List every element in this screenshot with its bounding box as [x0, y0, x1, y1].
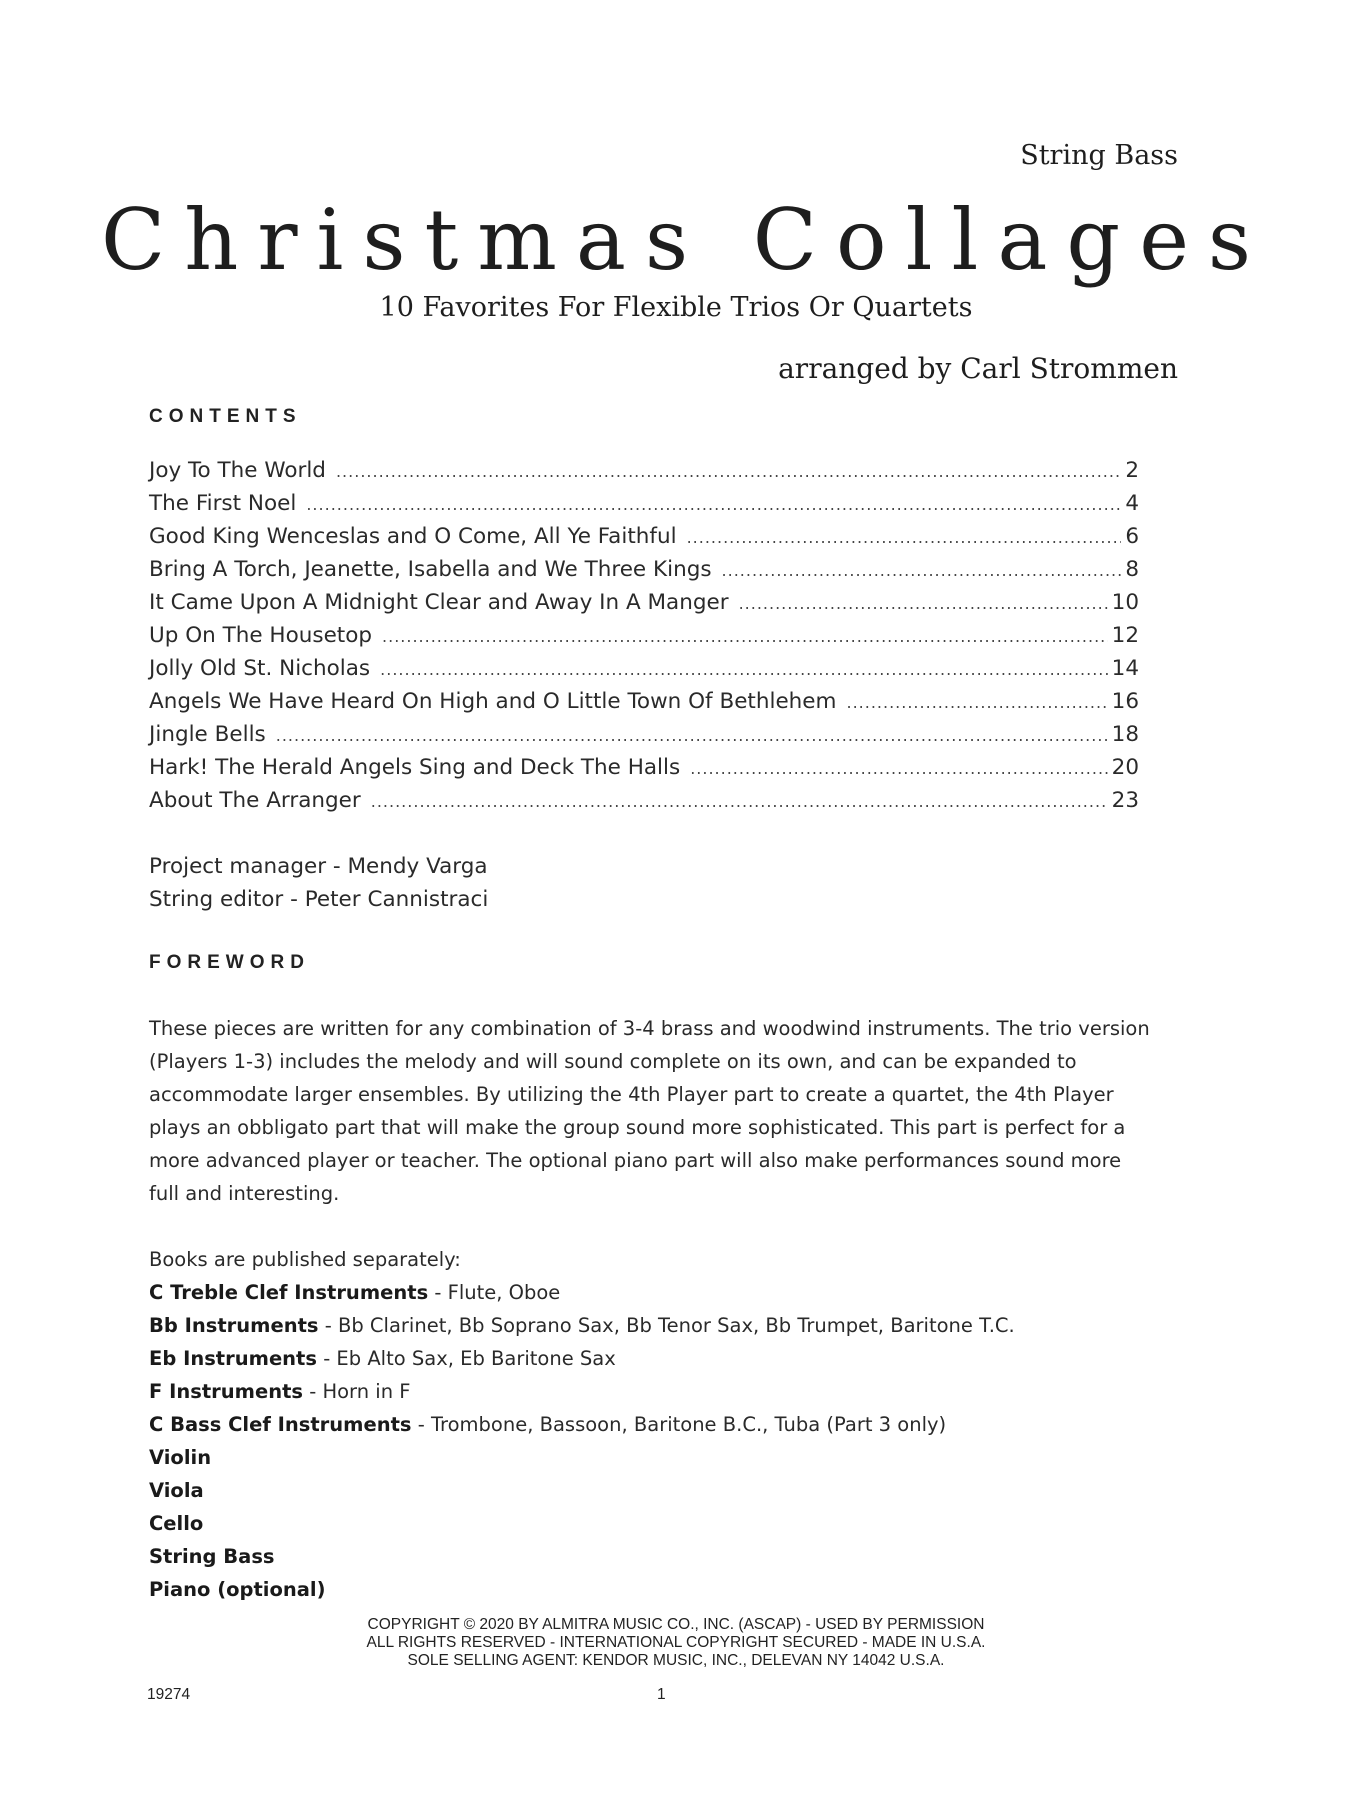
book-item	[149, 1507, 1015, 1540]
toc-leader	[687, 528, 1122, 547]
foreword-heading: FOREWORD	[149, 952, 310, 973]
foreword-line: full and interesting.	[149, 1182, 340, 1205]
toc-title: It Came Upon A Midnight Clear and Away In A Manger	[149, 590, 729, 615]
book-name: String Bass	[149, 1545, 275, 1568]
foreword-line: accommodate larger ensembles. By utilizing the 4th Player part to create a quartet, the 4th Player	[149, 1083, 1114, 1106]
foreword-text	[149, 1012, 1169, 1210]
toc-row	[149, 623, 1139, 656]
book-name: Eb Instruments	[149, 1347, 317, 1370]
book-detail: - Eb Alto Sax, Eb Baritone Sax	[317, 1347, 616, 1370]
book-detail: - Trombone, Bassoon, Baritone B.C., Tuba (Part 3 only)	[411, 1413, 947, 1436]
toc-title: Hark! The Herald Angels Sing and Deck The Halls	[149, 755, 681, 780]
copyright-line: COPYRIGHT © 2020 BY ALMITRA MUSIC CO., INC. (ASCAP) - USED BY PERMISSION	[367, 1616, 985, 1633]
toc-leader	[690, 759, 1107, 778]
toc-leader	[276, 726, 1108, 745]
toc-page: 8	[1125, 557, 1139, 582]
instrument-label: String Bass	[1020, 140, 1178, 171]
book-item	[149, 1375, 1015, 1408]
toc-title: Up On The Housetop	[149, 623, 373, 648]
book-item	[149, 1276, 1015, 1309]
copyright-line: SOLE SELLING AGENT: KENDOR MUSIC, INC., DELEVAN NY 14042 U.S.A.	[407, 1652, 945, 1669]
book-item	[149, 1474, 1015, 1507]
book-name: C Bass Clef Instruments	[149, 1413, 412, 1436]
toc-row	[149, 788, 1139, 821]
toc-leader	[380, 660, 1108, 679]
toc-page: 23	[1111, 788, 1139, 813]
toc-row	[149, 590, 1139, 623]
page-number: 1	[657, 1686, 666, 1703]
book-title: Christmas Collages	[100, 191, 1271, 289]
book-name: Bb Instruments	[149, 1314, 319, 1337]
foreword-line: more advanced player or teacher. The optional piano part will also make performances sound more	[149, 1149, 1122, 1172]
toc-page: 2	[1125, 458, 1139, 483]
toc-page: 16	[1111, 689, 1139, 714]
book-name: F Instruments	[149, 1380, 304, 1403]
toc-leader	[739, 594, 1108, 613]
toc-page: 12	[1111, 623, 1139, 648]
product-code: 19274	[147, 1686, 191, 1703]
toc-row	[149, 524, 1139, 557]
toc-row	[149, 458, 1139, 491]
book-name: Piano (optional)	[149, 1578, 326, 1601]
book-item	[149, 1540, 1015, 1573]
foreword-line: (Players 1-3) includes the melody and will sound complete on its own, and can be expanded to	[149, 1050, 1077, 1073]
book-name: Cello	[149, 1512, 204, 1535]
book-subtitle: 10 Favorites For Flexible Trios Or Quartets	[379, 292, 973, 323]
foreword-line: These pieces are written for any combination of 3-4 brass and woodwind instruments. The trio version	[149, 1017, 1150, 1040]
book-name: Viola	[149, 1479, 204, 1502]
books-intro: Books are published separately:	[149, 1248, 461, 1271]
book-detail: - Flute, Oboe	[428, 1281, 561, 1304]
book-detail: - Horn in F	[303, 1380, 411, 1403]
toc-leader	[371, 792, 1108, 811]
toc-title: Angels We Have Heard On High and O Little Town Of Bethlehem	[149, 689, 837, 714]
book-item	[149, 1342, 1015, 1375]
book-item	[149, 1309, 1015, 1342]
table-of-contents	[149, 458, 1139, 821]
toc-title: About The Arranger	[149, 788, 361, 813]
toc-title: Jolly Old St. Nicholas	[149, 656, 371, 681]
toc-row	[149, 656, 1139, 689]
project-manager-credit: Project manager - Mendy Varga	[149, 854, 488, 879]
books-list	[149, 1243, 1015, 1606]
book-name: Violin	[149, 1446, 212, 1469]
book-name: C Treble Clef Instruments	[149, 1281, 429, 1304]
book-item	[149, 1573, 1015, 1606]
toc-row	[149, 491, 1139, 524]
toc-row	[149, 755, 1139, 788]
book-detail: - Bb Clarinet, Bb Soprano Sax, Bb Tenor Sax, Bb Trumpet, Baritone T.C.	[318, 1314, 1015, 1337]
toc-title: Bring A Torch, Jeanette, Isabella and We Three Kings	[149, 557, 712, 582]
book-item	[149, 1408, 1015, 1441]
toc-page: 6	[1125, 524, 1139, 549]
toc-row	[149, 557, 1139, 590]
credits	[149, 850, 488, 916]
toc-title: Joy To The World	[149, 458, 326, 483]
toc-page: 20	[1111, 755, 1139, 780]
toc-title: The First Noel	[149, 491, 297, 516]
contents-heading: CONTENTS	[149, 406, 302, 427]
arranger-credit: arranged by Carl Strommen	[778, 352, 1178, 385]
toc-title: Good King Wenceslas and O Come, All Ye Faithful	[149, 524, 677, 549]
toc-page: 4	[1125, 491, 1139, 516]
toc-row	[149, 689, 1139, 722]
copyright-notice	[0, 1616, 1352, 1670]
foreword-line: plays an obbligato part that will make the group sound more sophisticated. This part is perfect for a	[149, 1116, 1126, 1139]
toc-leader	[846, 693, 1107, 712]
copyright-line: ALL RIGHTS RESERVED - INTERNATIONAL COPYRIGHT SECURED - MADE IN U.S.A.	[366, 1634, 986, 1651]
toc-leader	[336, 462, 1121, 481]
toc-page: 18	[1111, 722, 1139, 747]
toc-leader	[306, 495, 1121, 514]
toc-title: Jingle Bells	[149, 722, 266, 747]
string-editor-credit: String editor - Peter Cannistraci	[149, 887, 489, 912]
book-item	[149, 1441, 1015, 1474]
toc-row	[149, 722, 1139, 755]
toc-page: 10	[1111, 590, 1139, 615]
toc-leader	[722, 561, 1122, 580]
toc-leader	[382, 627, 1108, 646]
toc-page: 14	[1111, 656, 1139, 681]
